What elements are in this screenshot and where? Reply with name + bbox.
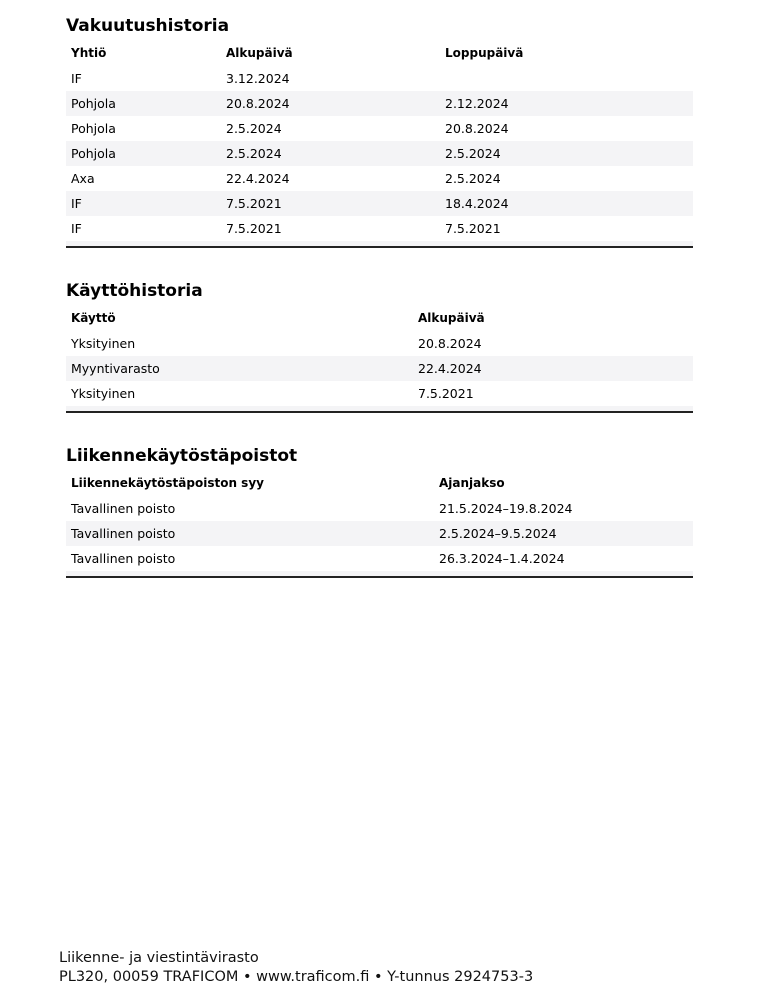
column-header-start-date: Alkupäivä <box>418 311 485 325</box>
cell-reason: Tavallinen poisto <box>71 501 176 516</box>
table-header-row <box>66 471 693 496</box>
cell-start-date: 22.4.2024 <box>413 356 693 381</box>
cell-start-date: 20.8.2024 <box>221 91 440 116</box>
cell-start-date: 7.5.2021 <box>418 386 474 401</box>
cell-start-date: 7.5.2021 <box>221 191 440 216</box>
cell-period: 26.3.2024–1.4.2024 <box>439 551 565 566</box>
table-header-row <box>66 41 693 66</box>
cell-company: Pohjola <box>66 91 221 116</box>
table-row <box>66 116 693 141</box>
cell-end-date: 20.8.2024 <box>445 121 509 136</box>
cell-reason: Tavallinen poisto <box>71 551 176 566</box>
table-row <box>66 521 693 546</box>
column-header-start-date: Alkupäivä <box>226 46 293 60</box>
cell-start-date: 3.12.2024 <box>226 71 290 86</box>
table-row <box>66 66 693 91</box>
cell-start-date: 20.8.2024 <box>418 336 482 351</box>
usage-history-title: Käyttöhistoria <box>66 281 203 301</box>
page-footer <box>59 949 533 987</box>
cell-start-date: 22.4.2024 <box>226 171 290 186</box>
insurance-history-title: Vakuutushistoria <box>66 16 230 36</box>
insurance-history-table <box>66 41 693 248</box>
cell-company: IF <box>71 221 82 236</box>
table-row <box>66 141 693 166</box>
cell-end-date: 2.12.2024 <box>440 91 693 116</box>
cell-end-date: 2.5.2024 <box>445 171 501 186</box>
cell-period: 2.5.2024–9.5.2024 <box>434 521 693 546</box>
column-header-reason: Liikennekäytöstäpoiston syy <box>71 476 264 490</box>
table-header-row <box>66 306 693 331</box>
table-row <box>66 166 693 191</box>
table-row <box>66 91 693 116</box>
cell-end-date <box>440 66 693 91</box>
usage-history-section <box>66 277 693 413</box>
deregistrations-title: Liikennekäytöstäpoistot <box>66 446 298 466</box>
cell-usage: Yksityinen <box>71 386 136 401</box>
cell-start-date: 7.5.2021 <box>226 221 282 236</box>
table-end-rule <box>66 571 693 577</box>
table-row <box>66 191 693 216</box>
cell-usage: Myyntivarasto <box>66 356 413 381</box>
deregistrations-section <box>66 442 693 578</box>
cell-start-date: 2.5.2024 <box>221 141 440 166</box>
cell-usage: Yksityinen <box>71 336 136 351</box>
column-header-company: Yhtiö <box>71 46 107 60</box>
cell-company: IF <box>71 71 82 86</box>
table-end-rule <box>66 406 693 412</box>
cell-end-date: 18.4.2024 <box>440 191 693 216</box>
table-row <box>66 356 693 381</box>
footer-organization: Liikenne- ja viestintävirasto <box>59 950 259 966</box>
footer-contact-line: PL320, 00059 TRAFICOM • www.traficom.fi • Y-tunnus 2924753-3 <box>59 969 534 985</box>
table-row <box>66 331 693 356</box>
table-row <box>66 381 693 406</box>
deregistrations-table <box>66 471 693 578</box>
cell-company: Pohjola <box>71 121 116 136</box>
table-end-rule <box>66 241 693 247</box>
cell-end-date: 2.5.2024 <box>440 141 693 166</box>
cell-company: Pohjola <box>66 141 221 166</box>
table-row <box>66 496 693 521</box>
cell-company: Axa <box>71 171 95 186</box>
cell-period: 21.5.2024–19.8.2024 <box>439 501 573 516</box>
table-row <box>66 546 693 571</box>
insurance-history-section <box>66 12 693 248</box>
cell-reason: Tavallinen poisto <box>66 521 434 546</box>
cell-company: IF <box>66 191 221 216</box>
cell-start-date: 2.5.2024 <box>226 121 282 136</box>
column-header-period: Ajanjakso <box>439 476 505 490</box>
column-header-end-date: Loppupäivä <box>445 46 524 60</box>
table-row <box>66 216 693 241</box>
column-header-usage: Käyttö <box>71 311 116 325</box>
usage-history-table <box>66 306 693 413</box>
cell-end-date: 7.5.2021 <box>445 221 501 236</box>
